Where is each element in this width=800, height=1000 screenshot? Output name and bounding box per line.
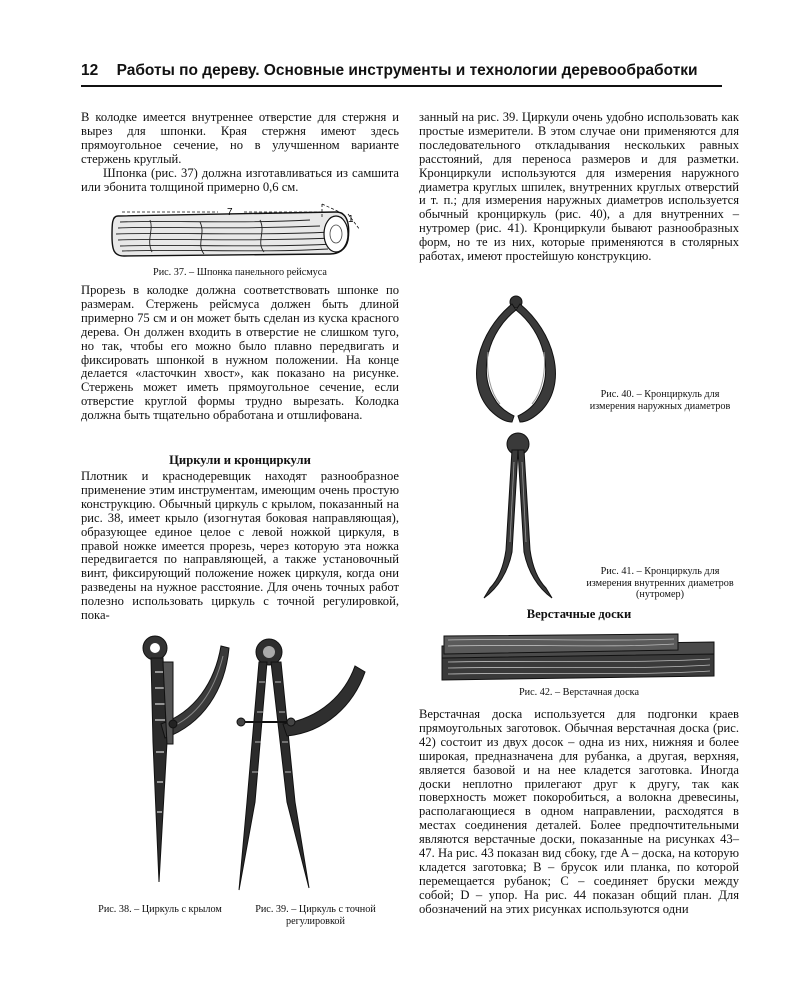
paragraph: В колодке имеется внутреннее отверстие для стержня и вырез для шпонки. Края стержня имеют здесь прямоугольное сечение, но в улучшенном варианте стержень круглый. [81,110,399,166]
paragraph: Верстачная доска используется для подгонки краев прямоугольных заготовок. Обычная верстачная доска (рис. 42) состоит из двух досок – одна из них, нижняя и более широкая, предназначена для рубанка, а другая, верхняя, является базовой и на нее кладется заготовка. Иногда доски неплотно прилегают друг к другу, так как поверхность может покоробиться, а волокна древесины, располагающиеся в одном направлении, расходятся в местах соединения деталей. Более предпочтительными являются верстачные доски, показанные на рисунках 43–47. На рис. 43 показан вид сбоку, где A – доска, на которую кладется заготовка; B – брусок или планка, по которой перемещается рубанок; C – соединяет бруски между собой; D – упор. На рис. 44 показан общий план. Для обозначений на этих рисунках используются одни [419,707,739,916]
left-column-top [81,111,399,194]
figure-42-caption: Рис. 42. – Верстачная доска [519,687,639,698]
page-header [81,62,721,80]
paragraph: Плотник и краснодеревщик находят разнообразное применение этим инструментам, имеющим очень простую конструкцию. Обычный циркуль с крылом, показанный на рис. 38, имеет крыло (изогнутая боковая направляющая), образующее единое целое с левой ножкой циркуля, в правой ножке имеется прорезь, через которую эта ножка передвигается по направляющей, а также установочный винт, фиксирующий положение ножек циркуля, когда они разведены на нужное расстояние. Для очень точных работ полезно использовать циркуль с точной регулировкой, пока- [81,469,399,623]
right-column-bottom [419,708,739,917]
figure-40-outside-calipers [468,292,564,426]
figure-42-bench-board [438,632,720,682]
figure-41-caption: Рис. 41. – Кронциркуль для измерения внутренних диаметров (нутромер) [586,566,734,600]
paragraph: Шпонка (рис. 37) должна изготавливаться из самшита или эбонита толщиной примерно 0,6 см. [81,165,399,194]
fig37-dimension-1: 1 [348,214,354,225]
figure-41-inside-calipers [478,432,558,600]
header-rule [81,85,722,87]
section-heading: Верстачные доски [526,607,632,621]
left-column-middle [81,284,399,423]
chapter-title: Работы по дереву. Основные инструменты и технологии деревообработки [116,62,698,79]
fig37-dimension-7: 7 [227,207,233,218]
figure-37-caption: Рис. 37. – Шпонка панельного рейсмуса [153,267,327,278]
figure-38-caption: Рис. 38. – Циркуль с крылом [98,904,222,915]
figure-39-caption: Рис. 39. – Циркуль с точной регулировкой [255,904,376,927]
figure-38-wing-compass [115,632,235,894]
figure-37-spline [110,200,372,262]
left-column-bottom [81,470,399,623]
figure-40-caption: Рис. 40. – Кронциркуль для измерения наружных диаметров [589,389,731,412]
right-column-top [419,111,739,264]
section-heading: Циркули и кронциркули [169,453,311,467]
figure-39-precision-compass [225,632,375,894]
page-number: 12 [81,62,99,79]
paragraph: занный на рис. 39. Циркули очень удобно использовать как простые измерители. В этом случае они применяются для последовательного откладывания нескольких равных расстояний, для переноса размеров и для разметки. Кронциркули используются для измерения наружного диаметра круглых шпилек, внутренних круглых отверстий и т. п.; для измерения наружных диаметров используется обычный кронциркуль (рис. 40), а для внутренних – нутромер (рис. 41). Кронциркули бывают разнообразных форм, но те из них, которые применяются в столярных работах, имеют простейшую конструкцию. [419,110,739,264]
paragraph: Прорезь в колодке должна соответствовать шпонке по размерам. Стержень рейсмуса должен быть длиной примерно 75 см и он может быть сделан из куска красного дерева. Он должен входить в отверстие не слишком туго, но так, чтобы его можно было плавно передвигать и фиксировать шпонкой в нужном положении. На конце делается «ласточкин хвост», как показано на рисунке. Стержень может иметь прямоугольное сечение, если отверстие круглой формы трудно вырезать. Колодка должна быть тщательно обработана и отшлифована. [81,283,399,423]
